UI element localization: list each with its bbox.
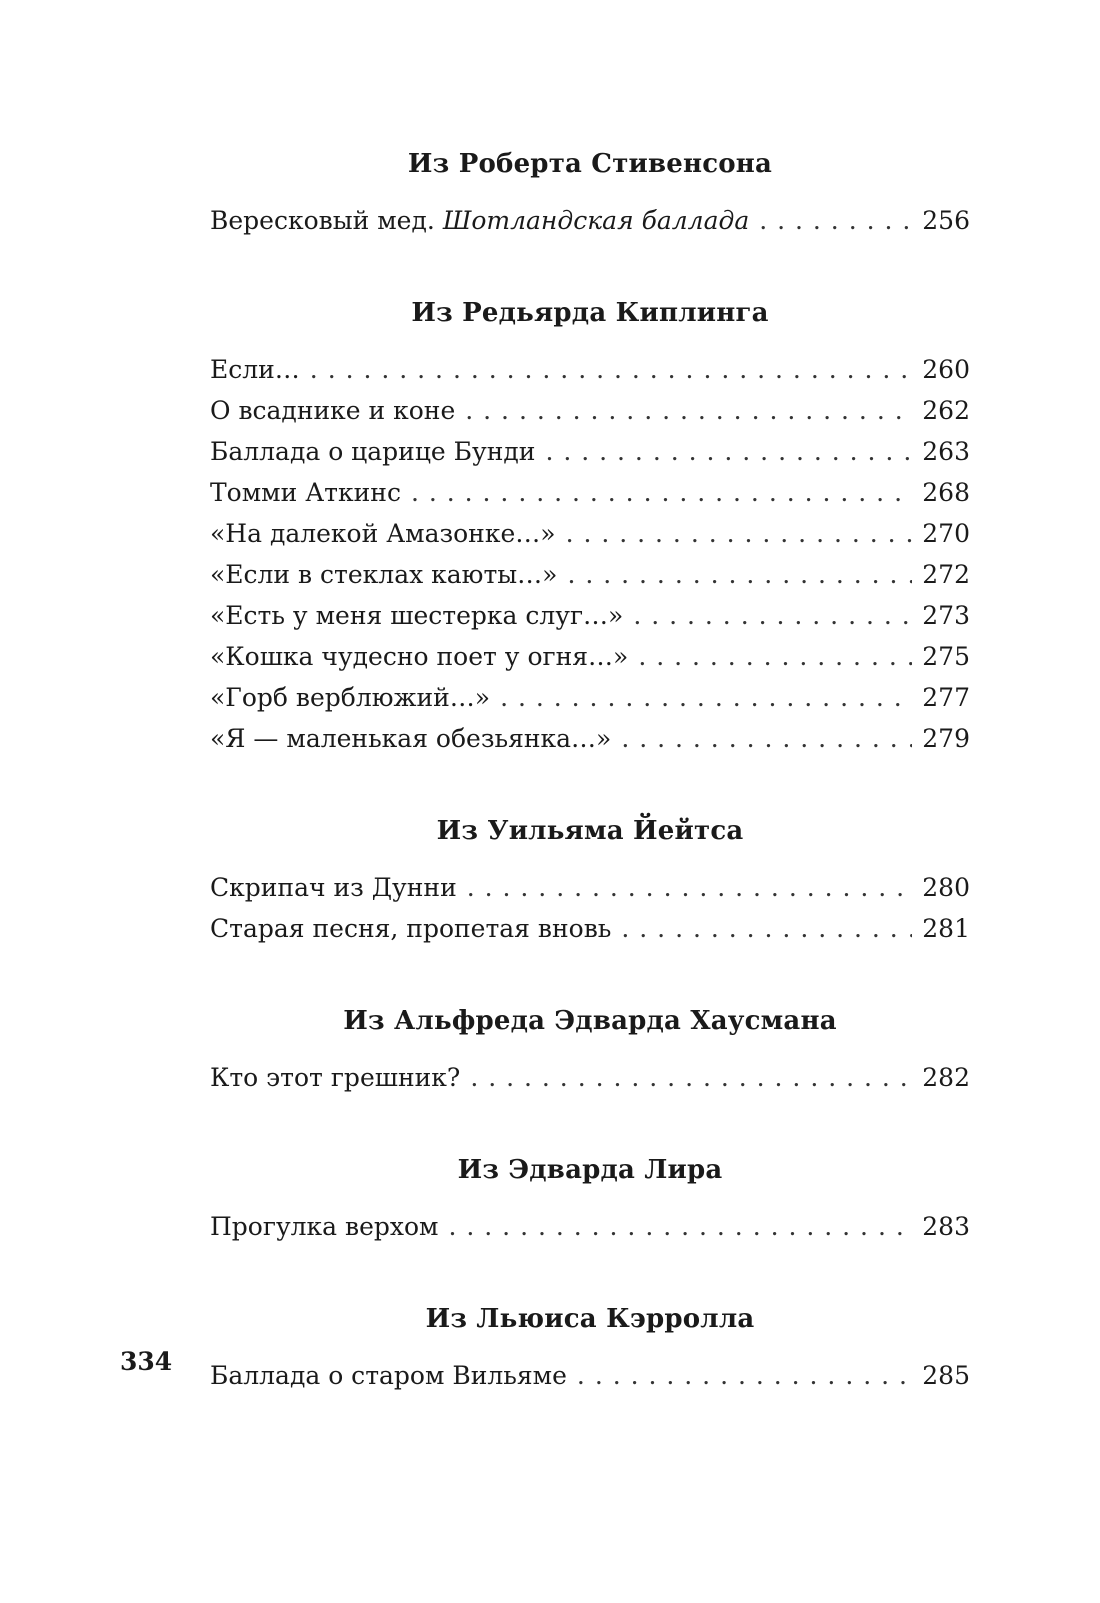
toc-entry[interactable] (210, 513, 970, 554)
toc-entry[interactable] (210, 718, 970, 759)
section-gap (210, 759, 970, 807)
entry-page: 260 (922, 355, 970, 384)
section-title: Из Уильяма Йейтса (436, 816, 744, 846)
entry-title: «Есть у меня шестерка слуг…» (210, 601, 624, 630)
section-gap (210, 1247, 970, 1295)
entry-list (210, 349, 970, 759)
toc-entry[interactable] (210, 908, 970, 949)
dot-leader (470, 1057, 912, 1098)
entry-list (210, 1206, 970, 1247)
toc-entry[interactable] (210, 390, 970, 431)
entry-title: «Кошка чудесно поет у огня…» (210, 642, 629, 671)
entry-page: 281 (922, 914, 970, 943)
section-title: Из Роберта Стивенсона (407, 149, 773, 179)
entry-title: Скрипач из Дунни (210, 873, 457, 902)
entry-title: Старая песня, пропетая вновь (210, 914, 612, 943)
toc-section (210, 997, 970, 1098)
entry-list (210, 1355, 970, 1396)
toc-entry[interactable] (210, 1057, 970, 1098)
dot-leader (567, 554, 912, 595)
entry-title: «Если в стеклах каюты…» (210, 560, 558, 589)
entry-page: 283 (922, 1212, 970, 1241)
section-gap (210, 949, 970, 997)
entry-title: Баллада о царице Бунди (210, 437, 536, 466)
dot-leader (577, 1355, 912, 1396)
dot-leader (566, 513, 913, 554)
dot-leader (759, 200, 912, 241)
toc-section (210, 289, 970, 759)
entry-page: 285 (922, 1361, 970, 1390)
dot-leader (633, 595, 912, 636)
entry-list (210, 1057, 970, 1098)
entry-title: Если… (210, 355, 300, 384)
entry-title: О всаднике и коне (210, 396, 456, 425)
dot-leader (500, 677, 912, 718)
toc-section (210, 1295, 970, 1396)
toc-section (210, 807, 970, 949)
entry-title: Прогулка верхом (210, 1212, 439, 1241)
toc-entry[interactable] (210, 636, 970, 677)
section-gap (210, 241, 970, 289)
entry-page: 272 (922, 560, 970, 589)
toc-entry[interactable] (210, 472, 970, 513)
entry-page: 262 (922, 396, 970, 425)
section-title: Из Эдварда Лира (457, 1155, 723, 1185)
entry-title: Кто этот грешник? (210, 1063, 461, 1092)
toc-entry[interactable] (210, 1206, 970, 1247)
entry-page: 273 (922, 601, 970, 630)
section-title: Из Альфреда Эдварда Хаусмана (343, 1006, 837, 1036)
entry-page: 277 (922, 683, 970, 712)
toc-entry[interactable] (210, 431, 970, 472)
dot-leader (411, 472, 912, 513)
dot-leader (467, 867, 913, 908)
dot-leader (621, 908, 912, 949)
section-gap (210, 1098, 970, 1146)
toc-entry[interactable] (210, 349, 970, 390)
page-number: 334 (120, 1347, 173, 1376)
entry-page: 270 (922, 519, 970, 548)
section-title: Из Редьярда Киплинга (411, 298, 769, 328)
toc-section (210, 1146, 970, 1247)
entry-page: 282 (922, 1063, 970, 1092)
entry-page: 268 (922, 478, 970, 507)
entry-title: Вересковый мед. (210, 206, 435, 235)
entry-list (210, 867, 970, 949)
toc-entry[interactable] (210, 554, 970, 595)
entry-page: 279 (922, 724, 970, 753)
toc-entry[interactable] (210, 1355, 970, 1396)
table-of-contents (210, 140, 970, 1396)
dot-leader (449, 1206, 913, 1247)
dot-leader (545, 431, 912, 472)
toc-entry[interactable] (210, 200, 970, 241)
dot-leader (638, 636, 912, 677)
entry-title: «Горб верблюжий…» (210, 683, 491, 712)
section-title: Из Льюиса Кэрролла (425, 1304, 755, 1334)
entry-title: «На далекой Амазонке…» (210, 519, 556, 548)
dot-leader (310, 349, 912, 390)
dot-leader (465, 390, 912, 431)
entry-subtitle: Шотландская баллада (442, 206, 750, 235)
entry-title: Баллада о старом Вильяме (210, 1361, 567, 1390)
dot-leader (621, 718, 912, 759)
entry-list (210, 200, 970, 241)
toc-entry[interactable] (210, 867, 970, 908)
toc-entry[interactable] (210, 677, 970, 718)
toc-section (210, 140, 970, 241)
entry-page: 275 (922, 642, 970, 671)
entry-page: 256 (922, 206, 970, 235)
entry-page: 263 (922, 437, 970, 466)
entry-page: 280 (922, 873, 970, 902)
toc-entry[interactable] (210, 595, 970, 636)
entry-title: «Я — маленькая обезьянка…» (210, 724, 612, 753)
entry-title: Томми Аткинс (210, 478, 401, 507)
